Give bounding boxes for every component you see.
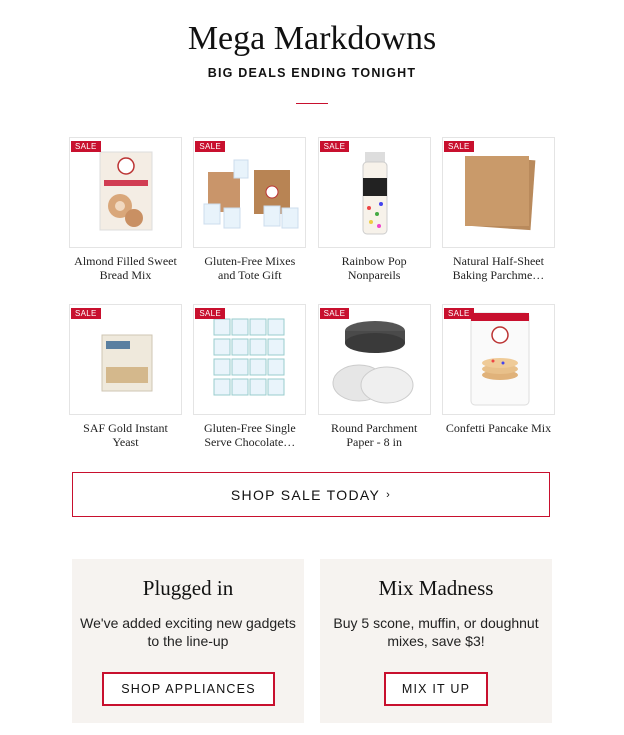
page-subtitle: BIG DEALS ENDING TONIGHT — [207, 66, 417, 80]
product-card[interactable] — [442, 304, 555, 449]
promo-text: Buy 5 scone, muffin, or doughnut mixes, save $3! — [333, 615, 539, 649]
product-card[interactable] — [318, 137, 431, 282]
product-card[interactable] — [193, 137, 306, 282]
product-image-almond-bread-mix[interactable] — [69, 137, 182, 248]
product-image-pancake-mix[interactable] — [442, 304, 555, 415]
promo-title: Plugged in — [142, 576, 234, 600]
sale-badge: SALE — [320, 308, 350, 319]
title-divider — [296, 103, 328, 104]
shop-appliances-button[interactable]: SHOP APPLIANCES — [102, 672, 275, 706]
product-card[interactable] — [193, 304, 306, 449]
product-name[interactable]: Gluten-Free Mixes and Tote Gift — [204, 254, 296, 282]
product-card[interactable] — [318, 304, 431, 449]
sale-badge: SALE — [195, 141, 225, 152]
product-name[interactable]: Round Parchment Paper - 8 in — [330, 421, 418, 449]
product-image-yeast[interactable] — [69, 304, 182, 415]
promo-text: We've added exciting new gadgets to the line-up — [80, 615, 296, 649]
promo-title: Mix Madness — [378, 576, 494, 600]
product-image-gluten-free-tote[interactable] — [193, 137, 306, 248]
product-name[interactable]: Confetti Pancake Mix — [445, 421, 552, 435]
sale-badge: SALE — [195, 308, 225, 319]
promo-mix-madness — [320, 559, 552, 723]
sale-badge: SALE — [444, 308, 474, 319]
chevron-right-icon: › — [386, 488, 392, 501]
product-name[interactable]: Natural Half-Sheet Baking Parchme… — [452, 254, 545, 282]
product-name[interactable]: Gluten-Free Single Serve Chocolate… — [204, 421, 296, 449]
product-name[interactable]: Rainbow Pop Nonpareils — [341, 254, 407, 282]
page-title: Mega Markdowns — [187, 20, 437, 57]
product-image-nonpareils[interactable] — [318, 137, 431, 248]
sale-badge: SALE — [320, 141, 350, 152]
product-image-single-serve-cups[interactable] — [193, 304, 306, 415]
shop-sale-label: SHOP SALE TODAY — [230, 486, 381, 503]
product-image-parchment-sheets[interactable] — [442, 137, 555, 248]
sale-badge: SALE — [444, 141, 474, 152]
product-name[interactable]: Almond Filled Sweet Bread Mix — [74, 254, 177, 282]
product-row-2 — [69, 304, 555, 449]
sale-badge: SALE — [71, 308, 101, 319]
product-name[interactable]: SAF Gold Instant Yeast — [83, 421, 168, 449]
mix-it-up-button[interactable]: MIX IT UP — [384, 672, 488, 706]
product-card[interactable] — [69, 137, 182, 282]
promo-plugged-in — [72, 559, 304, 723]
sale-badge: SALE — [71, 141, 101, 152]
product-image-round-pans[interactable] — [318, 304, 431, 415]
product-card[interactable] — [442, 137, 555, 282]
product-row-1 — [69, 137, 555, 282]
shop-sale-button[interactable] — [72, 472, 550, 517]
product-card[interactable] — [69, 304, 182, 449]
